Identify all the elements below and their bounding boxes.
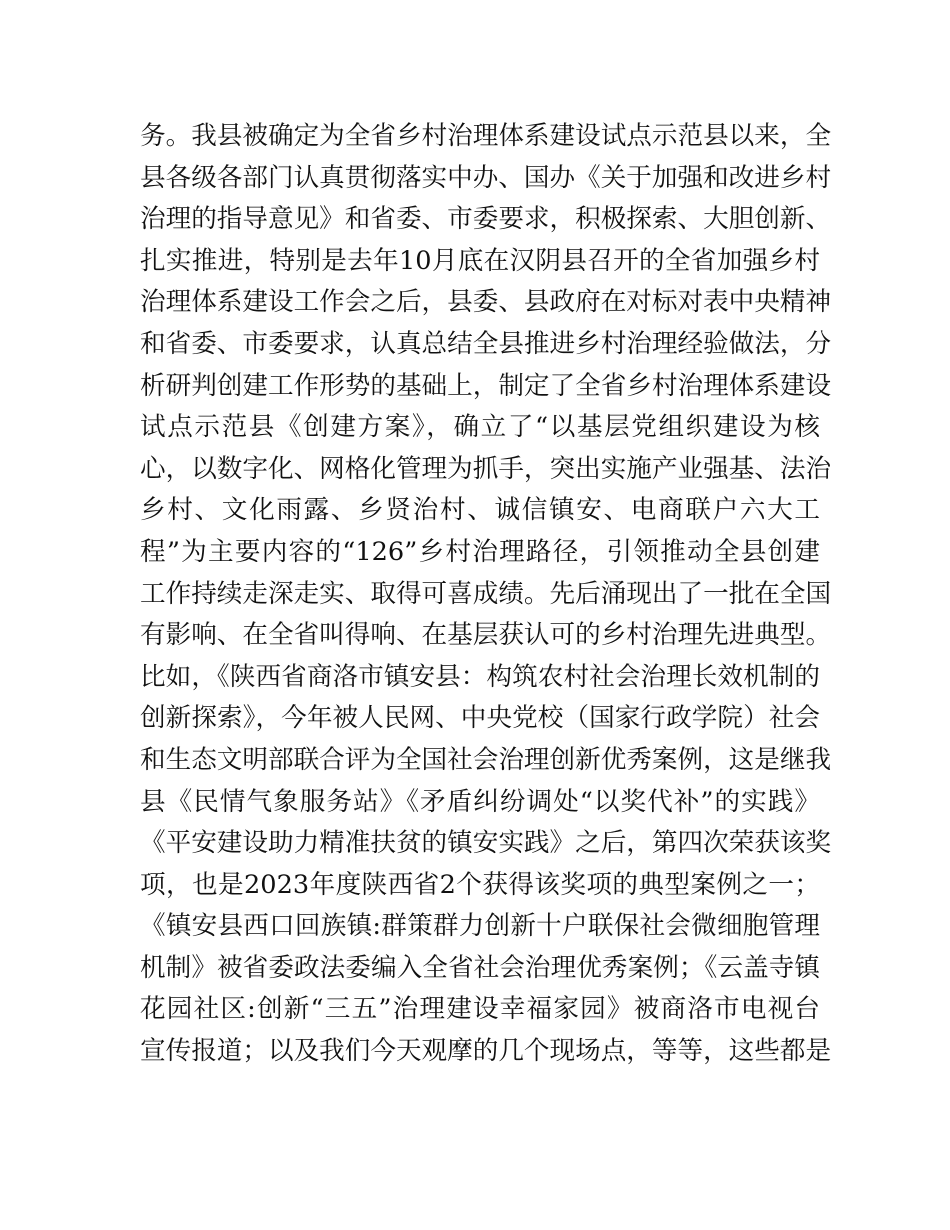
text-line: 工作持续走深走实、取得可喜成绩。先后涌现出了一批在全国	[140, 578, 832, 609]
text-line: 治理体系建设工作会之后，县委、县政府在对标对表中央精神	[140, 287, 832, 318]
text-line: 务。我县被确定为全省乡村治理体系建设试点示范县以来，全	[140, 121, 832, 151]
text-line: 项，也是2023年度陕西省2个获得该奖项的典型案例之一；	[140, 869, 820, 900]
text-line: 宣传报道；以及我们今天观摩的几个现场点，等等，这些都是	[140, 1036, 832, 1067]
text-line: 试点示范县《创建方案》，确立了“以基层党组织建设为核	[140, 412, 820, 443]
text-line: 扎实推进，特别是去年10月底在汉阴县召开的全省加强乡村	[140, 245, 820, 276]
text-line: 治理的指导意见》和省委、市委要求，积极探索、大胆创新、	[140, 204, 832, 235]
text-line: 乡村、文化雨露、乡贤治村、诚信镇安、电商联户六大工	[140, 495, 820, 526]
text-line: 程”为主要内容的“126”乡村治理路径，引领推动全县创建	[140, 536, 820, 567]
text-line: 《平安建设助力精准扶贫的镇安实践》之后，第四次荣获该奖	[140, 828, 832, 859]
body-text	[140, 116, 832, 1073]
text-line: 创新探索》，今年被人民网、中央党校（国家行政学院）社会	[140, 703, 820, 734]
text-line: 析研判创建工作形势的基础上，制定了全省乡村治理体系建设	[140, 370, 832, 401]
text-line: 和生态文明部联合评为全国社会治理创新优秀案例，这是继我	[140, 744, 832, 775]
text-line: 县各级各部门认真贯彻落实中办、国办《关于加强和改进乡村	[140, 162, 832, 193]
text-line: 心，以数字化、网格化管理为抓手，突出实施产业强基、法治	[140, 453, 832, 484]
text-line: 花园社区:创新“三五”治理建设幸福家园》被商洛市电视台	[140, 994, 820, 1025]
text-line: 《镇安县西口回族镇:群策群力创新十户联保社会微细胞管理	[140, 911, 820, 942]
text-line: 机制》被省委政法委编入全省社会治理优秀案例；《云盖寺镇	[140, 952, 820, 983]
text-line: 县《民情气象服务站》《矛盾纠纷调处“以奖代补”的实践》	[140, 786, 820, 817]
text-line: 和省委、市委要求，认真总结全县推进乡村治理经验做法，分	[140, 328, 832, 359]
text-line: 比如，《陕西省商洛市镇安县：构筑农村社会治理长效机制的	[140, 661, 820, 692]
text-line: 有影响、在全省叫得响、在基层获认可的乡村治理先进典型。	[140, 620, 832, 651]
